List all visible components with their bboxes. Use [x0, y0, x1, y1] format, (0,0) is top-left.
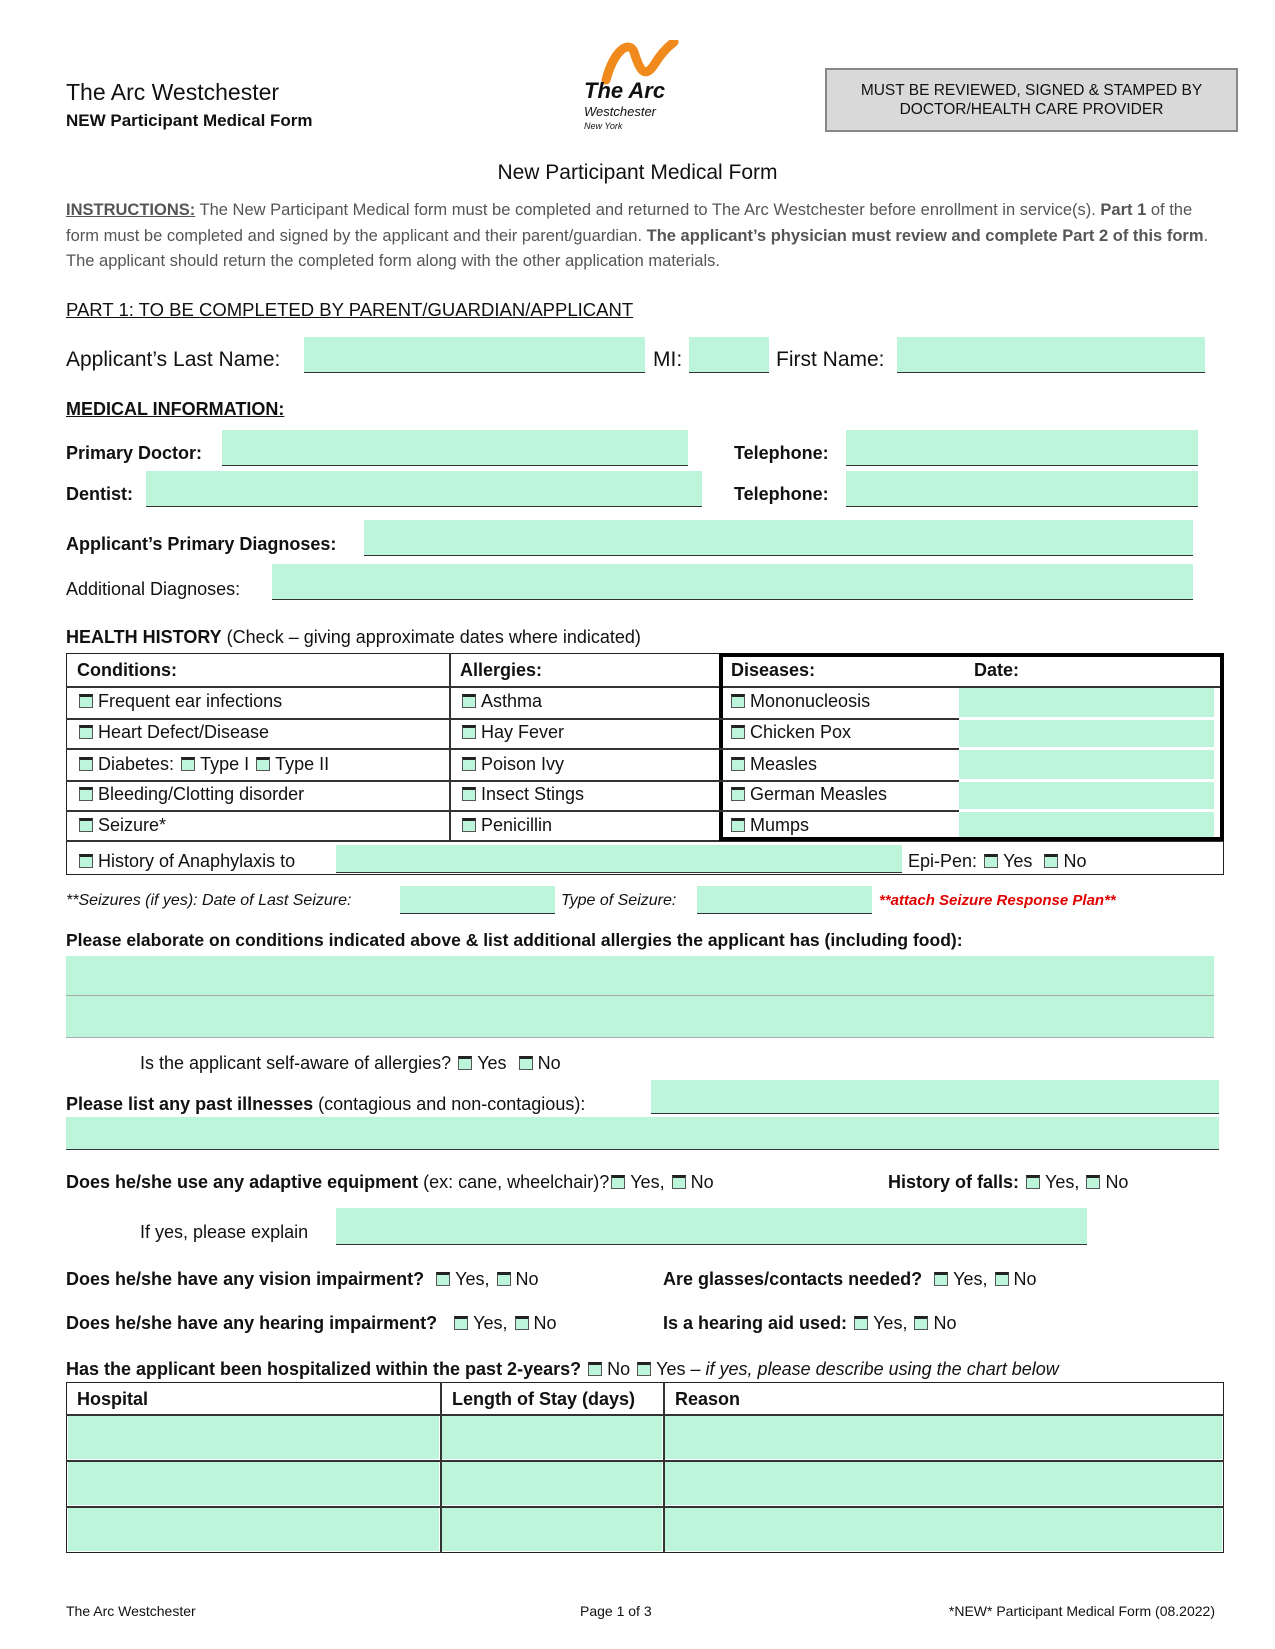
- epipen-yes-checkbox[interactable]: [984, 854, 998, 868]
- vision-yes-checkbox[interactable]: [436, 1272, 450, 1286]
- self-aware-no-checkbox[interactable]: [519, 1056, 533, 1070]
- doctor-telephone-label: Telephone:: [734, 443, 829, 463]
- page-number: Page 1 of 3: [580, 1603, 652, 1619]
- disease-date-field[interactable]: [959, 782, 1214, 809]
- glasses-no-checkbox[interactable]: [995, 1272, 1009, 1286]
- self-aware-yes-checkbox[interactable]: [458, 1056, 472, 1070]
- page-title: New Participant Medical Form: [497, 161, 778, 184]
- falls-question: History of falls: Yes, No: [888, 1172, 1129, 1192]
- dentist-label: Dentist:: [66, 484, 133, 504]
- date-header: Date:: [974, 660, 1020, 680]
- checkbox[interactable]: [462, 725, 476, 739]
- hearing-yes-checkbox[interactable]: [454, 1316, 468, 1330]
- hearing-aid-yes-checkbox[interactable]: [854, 1316, 868, 1330]
- hearing-no-checkbox[interactable]: [515, 1316, 529, 1330]
- glasses-yes-checkbox[interactable]: [934, 1272, 948, 1286]
- checkbox[interactable]: [731, 787, 745, 801]
- disease-item[interactable]: Measles: [729, 753, 817, 775]
- epipen-no-checkbox[interactable]: [1044, 854, 1058, 868]
- disease-date-field[interactable]: [959, 688, 1214, 717]
- hospital-cell[interactable]: [68, 1462, 439, 1505]
- checkbox[interactable]: [79, 787, 93, 801]
- footer-org: The Arc Westchester: [66, 1603, 196, 1619]
- past-illnesses-field-line2[interactable]: [66, 1117, 1219, 1150]
- explain-field[interactable]: [336, 1208, 1087, 1245]
- seizure-type-label: Type of Seizure:: [561, 892, 677, 909]
- seizure-type-field[interactable]: [697, 886, 872, 914]
- part1-heading: PART 1: TO BE COMPLETED BY PARENT/GUARDIAN/APPLICANT: [66, 299, 634, 320]
- dentist-telephone-label: Telephone:: [734, 484, 829, 504]
- allergy-item[interactable]: Poison Ivy: [460, 753, 564, 775]
- dentist-telephone-field[interactable]: [846, 471, 1198, 507]
- hospitalized-yes-checkbox[interactable]: [637, 1362, 651, 1376]
- doctor-telephone-field[interactable]: [846, 430, 1198, 466]
- mi-field[interactable]: [689, 337, 769, 373]
- anaphylaxis-item[interactable]: History of Anaphylaxis to: [77, 850, 295, 872]
- adaptive-yes-checkbox[interactable]: [611, 1175, 625, 1189]
- checkbox[interactable]: [79, 694, 93, 708]
- seizure-date-field[interactable]: [400, 886, 555, 914]
- allergy-item[interactable]: Hay Fever: [460, 721, 564, 743]
- allergies-header: Allergies:: [460, 660, 543, 680]
- checkbox[interactable]: [79, 725, 93, 739]
- reason-cell[interactable]: [665, 1508, 1222, 1551]
- additional-diagnoses-label: Additional Diagnoses:: [66, 579, 241, 599]
- instructions: INSTRUCTIONS: The New Participant Medical form must be completed and returned to The Arc Westchester before enrollment in service(s). Part 1 of the form must be completed and signed by the applicant and their parent/guardian. The applicant’s physician must review and complete Part 2 of this form. The applicant should return the completed form along with the other application materials.: [66, 201, 1209, 270]
- medical-info-heading: MEDICAL INFORMATION:: [66, 399, 285, 419]
- condition-item[interactable]: Seizure*: [77, 814, 166, 836]
- health-history-heading: HEALTH HISTORY (Check – giving approximate dates where indicated): [66, 627, 641, 647]
- falls-yes-checkbox[interactable]: [1026, 1175, 1040, 1189]
- elaborate-field-line2[interactable]: [66, 996, 1214, 1038]
- vision-no-checkbox[interactable]: [497, 1272, 511, 1286]
- footer-form-version: *NEW* Participant Medical Form (08.2022): [948, 1603, 1215, 1619]
- primary-diagnoses-field[interactable]: [364, 520, 1193, 556]
- adaptive-no-checkbox[interactable]: [672, 1175, 686, 1189]
- disease-item[interactable]: German Measles: [729, 783, 887, 805]
- elaborate-label: Please elaborate on conditions indicated above & list additional allergies the applicant has (including food):: [66, 930, 963, 950]
- disease-date-field[interactable]: [959, 720, 1214, 747]
- epipen-options: Epi-Pen: Yes No: [908, 851, 1087, 871]
- hearing-question: Does he/she have any hearing impairment? Yes, No: [66, 1313, 557, 1333]
- condition-item[interactable]: Bleeding/Clotting disorder: [77, 783, 304, 805]
- dentist-field[interactable]: [146, 471, 702, 507]
- diseases-header: Diseases:: [731, 660, 816, 680]
- hospital-header: Hospital: [77, 1389, 149, 1409]
- reason-header: Reason: [675, 1389, 741, 1409]
- checkbox[interactable]: [79, 818, 93, 832]
- checkbox[interactable]: [462, 818, 476, 832]
- self-aware-question: Is the applicant self-aware of allergies? Yes No: [140, 1053, 561, 1073]
- last-name-field[interactable]: [304, 337, 645, 373]
- first-name-field[interactable]: [897, 337, 1205, 373]
- type2-checkbox[interactable]: [256, 757, 270, 771]
- hearing-aid-no-checkbox[interactable]: [914, 1316, 928, 1330]
- hospital-cell[interactable]: [68, 1508, 439, 1551]
- reason-cell[interactable]: [665, 1462, 1222, 1505]
- allergy-item[interactable]: Penicillin: [460, 814, 552, 836]
- first-name-label: First Name:: [776, 348, 885, 371]
- adaptive-equipment-question: Does he/she use any adaptive equipment (ex: cane, wheelchair)? Yes, No: [66, 1172, 714, 1192]
- explain-label: If yes, please explain: [140, 1222, 309, 1242]
- additional-diagnoses-field[interactable]: [272, 564, 1193, 600]
- conditions-header: Conditions:: [77, 660, 177, 680]
- allergy-item[interactable]: Insect Stings: [460, 783, 584, 805]
- checkbox[interactable]: [79, 854, 93, 868]
- hospitalized-no-checkbox[interactable]: [588, 1362, 602, 1376]
- length-of-stay-header: Length of Stay (days): [452, 1389, 636, 1409]
- reason-cell[interactable]: [665, 1416, 1222, 1459]
- anaphylaxis-field[interactable]: [336, 845, 902, 873]
- glasses-question: Are glasses/contacts needed? Yes, No: [663, 1269, 1037, 1289]
- length-of-stay-cell[interactable]: [442, 1416, 662, 1459]
- review-stamp-notice: MUST BE REVIEWED, SIGNED & STAMPED BY DOCTOR/HEALTH CARE PROVIDER: [825, 68, 1238, 132]
- form-subtitle: NEW Participant Medical Form: [66, 111, 313, 130]
- hospital-cell[interactable]: [68, 1416, 439, 1459]
- checkbox[interactable]: [731, 757, 745, 771]
- disease-item[interactable]: Chicken Pox: [729, 721, 851, 743]
- disease-date-field[interactable]: [959, 812, 1214, 837]
- length-of-stay-cell[interactable]: [442, 1462, 662, 1505]
- length-of-stay-cell[interactable]: [442, 1508, 662, 1551]
- disease-item[interactable]: Mumps: [729, 814, 809, 836]
- elaborate-field-line1[interactable]: [66, 956, 1214, 996]
- primary-doctor-label: Primary Doctor:: [66, 443, 203, 463]
- primary-diagnoses-label: Applicant’s Primary Diagnoses:: [66, 534, 337, 554]
- checkbox[interactable]: [79, 757, 93, 771]
- checkbox[interactable]: [462, 757, 476, 771]
- checkbox[interactable]: [731, 818, 745, 832]
- checkbox[interactable]: [462, 787, 476, 801]
- checkbox[interactable]: [731, 694, 745, 708]
- seizure-date-label: **Seizures (if yes): Date of Last Seizure:: [66, 892, 352, 909]
- past-illnesses-field[interactable]: [651, 1080, 1219, 1114]
- disease-item[interactable]: Mononucleosis: [729, 690, 870, 712]
- allergy-item[interactable]: Asthma: [460, 690, 542, 712]
- primary-doctor-field[interactable]: [222, 430, 688, 466]
- falls-no-checkbox[interactable]: [1086, 1175, 1100, 1189]
- vision-question: Does he/she have any vision impairment? Yes, No: [66, 1269, 539, 1289]
- condition-item[interactable]: Heart Defect/Disease: [77, 721, 269, 743]
- past-illnesses-label: Please list any past illnesses (contagious and non-contagious):: [66, 1094, 586, 1114]
- checkbox[interactable]: [462, 694, 476, 708]
- hearing-aid-question: Is a hearing aid used: Yes, No: [663, 1313, 957, 1333]
- mi-label: MI:: [653, 348, 683, 371]
- hospitalized-question: Has the applicant been hospitalized within the past 2-years? No Yes – if yes, please describe using the chart below: [66, 1359, 1059, 1379]
- checkbox[interactable]: [731, 725, 745, 739]
- condition-item[interactable]: Frequent ear infections: [77, 690, 282, 712]
- org-name: The Arc Westchester: [66, 79, 280, 105]
- seizure-plan-note: **attach Seizure Response Plan**: [879, 892, 1116, 909]
- type1-checkbox[interactable]: [181, 757, 195, 771]
- arc-logo: The Arc Westchester New York: [584, 40, 714, 135]
- disease-date-field[interactable]: [959, 750, 1214, 779]
- last-name-label: Applicant’s Last Name:: [66, 348, 281, 371]
- condition-item[interactable]: Diabetes: Type I Type II: [77, 753, 329, 775]
